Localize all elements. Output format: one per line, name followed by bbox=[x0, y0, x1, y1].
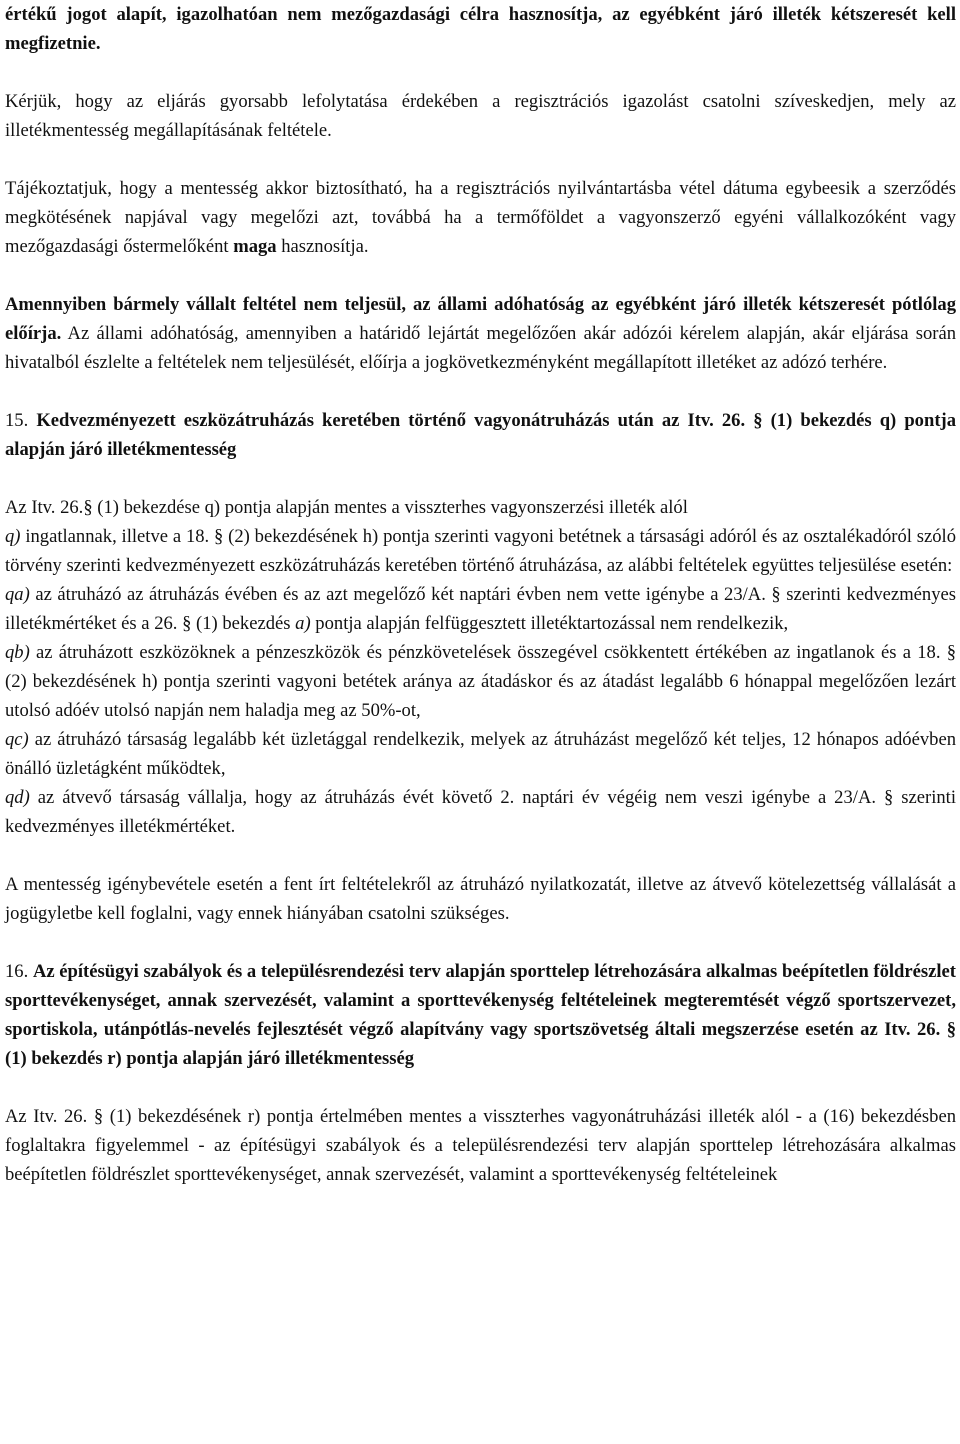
paragraph-gap bbox=[5, 464, 956, 493]
section-heading-16 bbox=[5, 957, 956, 1073]
paragraph-text: Tájékoztatjuk, hogy a mentesség akkor biztosítható, ha a regisztrációs nyilvántartásba vétel dátuma egybeesik a szerződés megkötésének napjával vagy megelőzi azt, továbbá ha a termőföldet a vagyonszerző egyéni vállalkozóként vagy mezőgazdasági őstermelőként bbox=[5, 178, 956, 257]
paragraph-itv-26-q bbox=[5, 493, 956, 841]
paragraph-condition-failure bbox=[5, 290, 956, 377]
paragraph-declaration bbox=[5, 870, 956, 928]
paragraph-text: Az állami adóhatóság, amennyiben a határidő lejártát megelőzően akár adózói kérelem alapján, akár eljárása során hivatalból észlelte a feltételek nem teljesülését, előírja a jogkövetkezményként megállapított illetéket az adózó terhére. bbox=[5, 323, 956, 373]
paragraph-bold-text: maga bbox=[233, 236, 277, 257]
paragraph-information bbox=[5, 174, 956, 261]
paragraph-gap bbox=[5, 261, 956, 290]
document-page bbox=[5, 0, 956, 1189]
paragraph-request-attachment bbox=[5, 87, 956, 145]
paragraph-text: Kérjük, hogy az eljárás gyorsabb lefolytatása érdekében a regisztrációs igazolást csatolni szíveskedjen, mely az illetékmentesség megállapításának feltétele. bbox=[5, 91, 956, 141]
point-text-qd: az átvevő társaság vállalja, hogy az átruházás évét követő 2. naptári év végéig nem veszi igénybe a 23/A. § szerinti kedvezményes illetékmértéket. bbox=[5, 787, 956, 837]
paragraph-text: értékű jogot alapít, igazolhatóan nem mezőgazdasági célra hasznosítja, az egyébként járó illeték kétszeresét kell megfizetnie. bbox=[5, 4, 956, 54]
point-text-qb: az átruházott eszközöknek a pénzeszközök és pénzkövetelések összegével csökkentett értékében az ingatlanok és a 18. § (2) bekezdésének h) pontja szerinti vagyoni betétek aránya az átadáskor és az átadást legalább 6 hónappal megelőzően lezárt utolsó adóév utolsó napján nem haladja meg az 50%-ot, bbox=[5, 642, 956, 721]
point-label-q: q) bbox=[5, 526, 21, 547]
paragraph-text: Az Itv. 26.§ (1) bekezdése q) pontja alapján mentes a visszterhes vagyonszerzési illeték alól bbox=[5, 497, 688, 518]
point-label-qc: qc) bbox=[5, 729, 29, 750]
point-label-qa: qa) bbox=[5, 584, 30, 605]
point-text-q: ingatlannak, illetve a 18. § (2) bekezdésének h) pontja szerinti vagyoni betétnek a társasági adóról és az osztalékadóról szóló törvény szerinti kedvezményezett eszközátruházás keretében történő átruházása, az alábbi feltételek együttes teljesülése esetén: bbox=[5, 526, 956, 576]
paragraph-gap bbox=[5, 377, 956, 406]
paragraph-gap bbox=[5, 58, 956, 87]
point-label-qb: qb) bbox=[5, 642, 30, 663]
point-text-qc: az átruházó társaság legalább két üzletággal rendelkezik, melyek az átruházást megelőző két teljes, 12 hónapos adóévben önálló üzletágként működtek, bbox=[5, 729, 956, 779]
paragraph-gap bbox=[5, 841, 956, 870]
paragraph-gap bbox=[5, 1073, 956, 1102]
paragraph-text: A mentesség igénybevétele esetén a fent írt feltételekről az átruházó nyilatkozatát, illetve az átvevő kötelezettség vállalását a jogügyletbe kell foglalni, vagy ennek hiányában csatolni szükséges. bbox=[5, 874, 956, 924]
paragraph-gap bbox=[5, 928, 956, 957]
paragraph-text: Az Itv. 26. § (1) bekezdésének r) pontja értelmében mentes a visszterhes vagyonátruházási illeték alól - a (16) bekezdésben foglaltakra figyelemmel - az építésügyi szabályok és a településrendezési terv alapján sporttelep létrehozására alkalmas beépítetlen földrészlet sporttevékenységet, annak szervezését, valamint a sporttevékenység feltételeinek bbox=[5, 1106, 956, 1185]
paragraph-exemption-consequence bbox=[5, 0, 956, 58]
point-text-qa: az átruházó az átruházás évében és az azt megelőző két naptári évben nem vette igénybe a 23/A. § szerinti kedvezményes illetékmértéket és a 26. § (1) bekezdés bbox=[5, 584, 956, 634]
paragraph-bold-text: Amennyiben bármely vállalt feltétel nem teljesül, az állami adóhatóság az egyébként járó illeték kétszeresét pótlólag előírja. bbox=[5, 294, 956, 344]
section-title: Az építésügyi szabályok és a településrendezési terv alapján sporttelep létrehozására alkalmas beépítetlen földrészlet sporttevékenységet, annak szervezését, valamint a sporttevékenység feltételeinek megteremtését végző sportszervezet, sportiskola, utánpótlás-nevelés fejlesztését végző alapítvány vagy sportszövetség általi megszerzése esetén az Itv. 26. § (1) bekezdés r) pontja alapján járó illetékmentesség bbox=[5, 961, 957, 1069]
point-label-qd: qd) bbox=[5, 787, 30, 808]
point-text-qa-tail: pontja alapján felfüggesztett illetéktartozással nem rendelkezik, bbox=[310, 613, 789, 634]
section-number: 15. bbox=[5, 410, 37, 431]
section-number: 16. bbox=[5, 961, 33, 982]
section-title: Kedvezményezett eszközátruházás keretében történő vagyonátruházás után az Itv. 26. § (1) bekezdés q) pontja alapján járó illetékmentesség bbox=[5, 410, 956, 460]
paragraph-gap bbox=[5, 145, 956, 174]
paragraph-text-tail: hasznosítja. bbox=[276, 236, 369, 257]
paragraph-itv-26-r bbox=[5, 1102, 956, 1189]
section-heading-15 bbox=[5, 406, 956, 464]
point-ref-a: a) bbox=[295, 613, 311, 634]
